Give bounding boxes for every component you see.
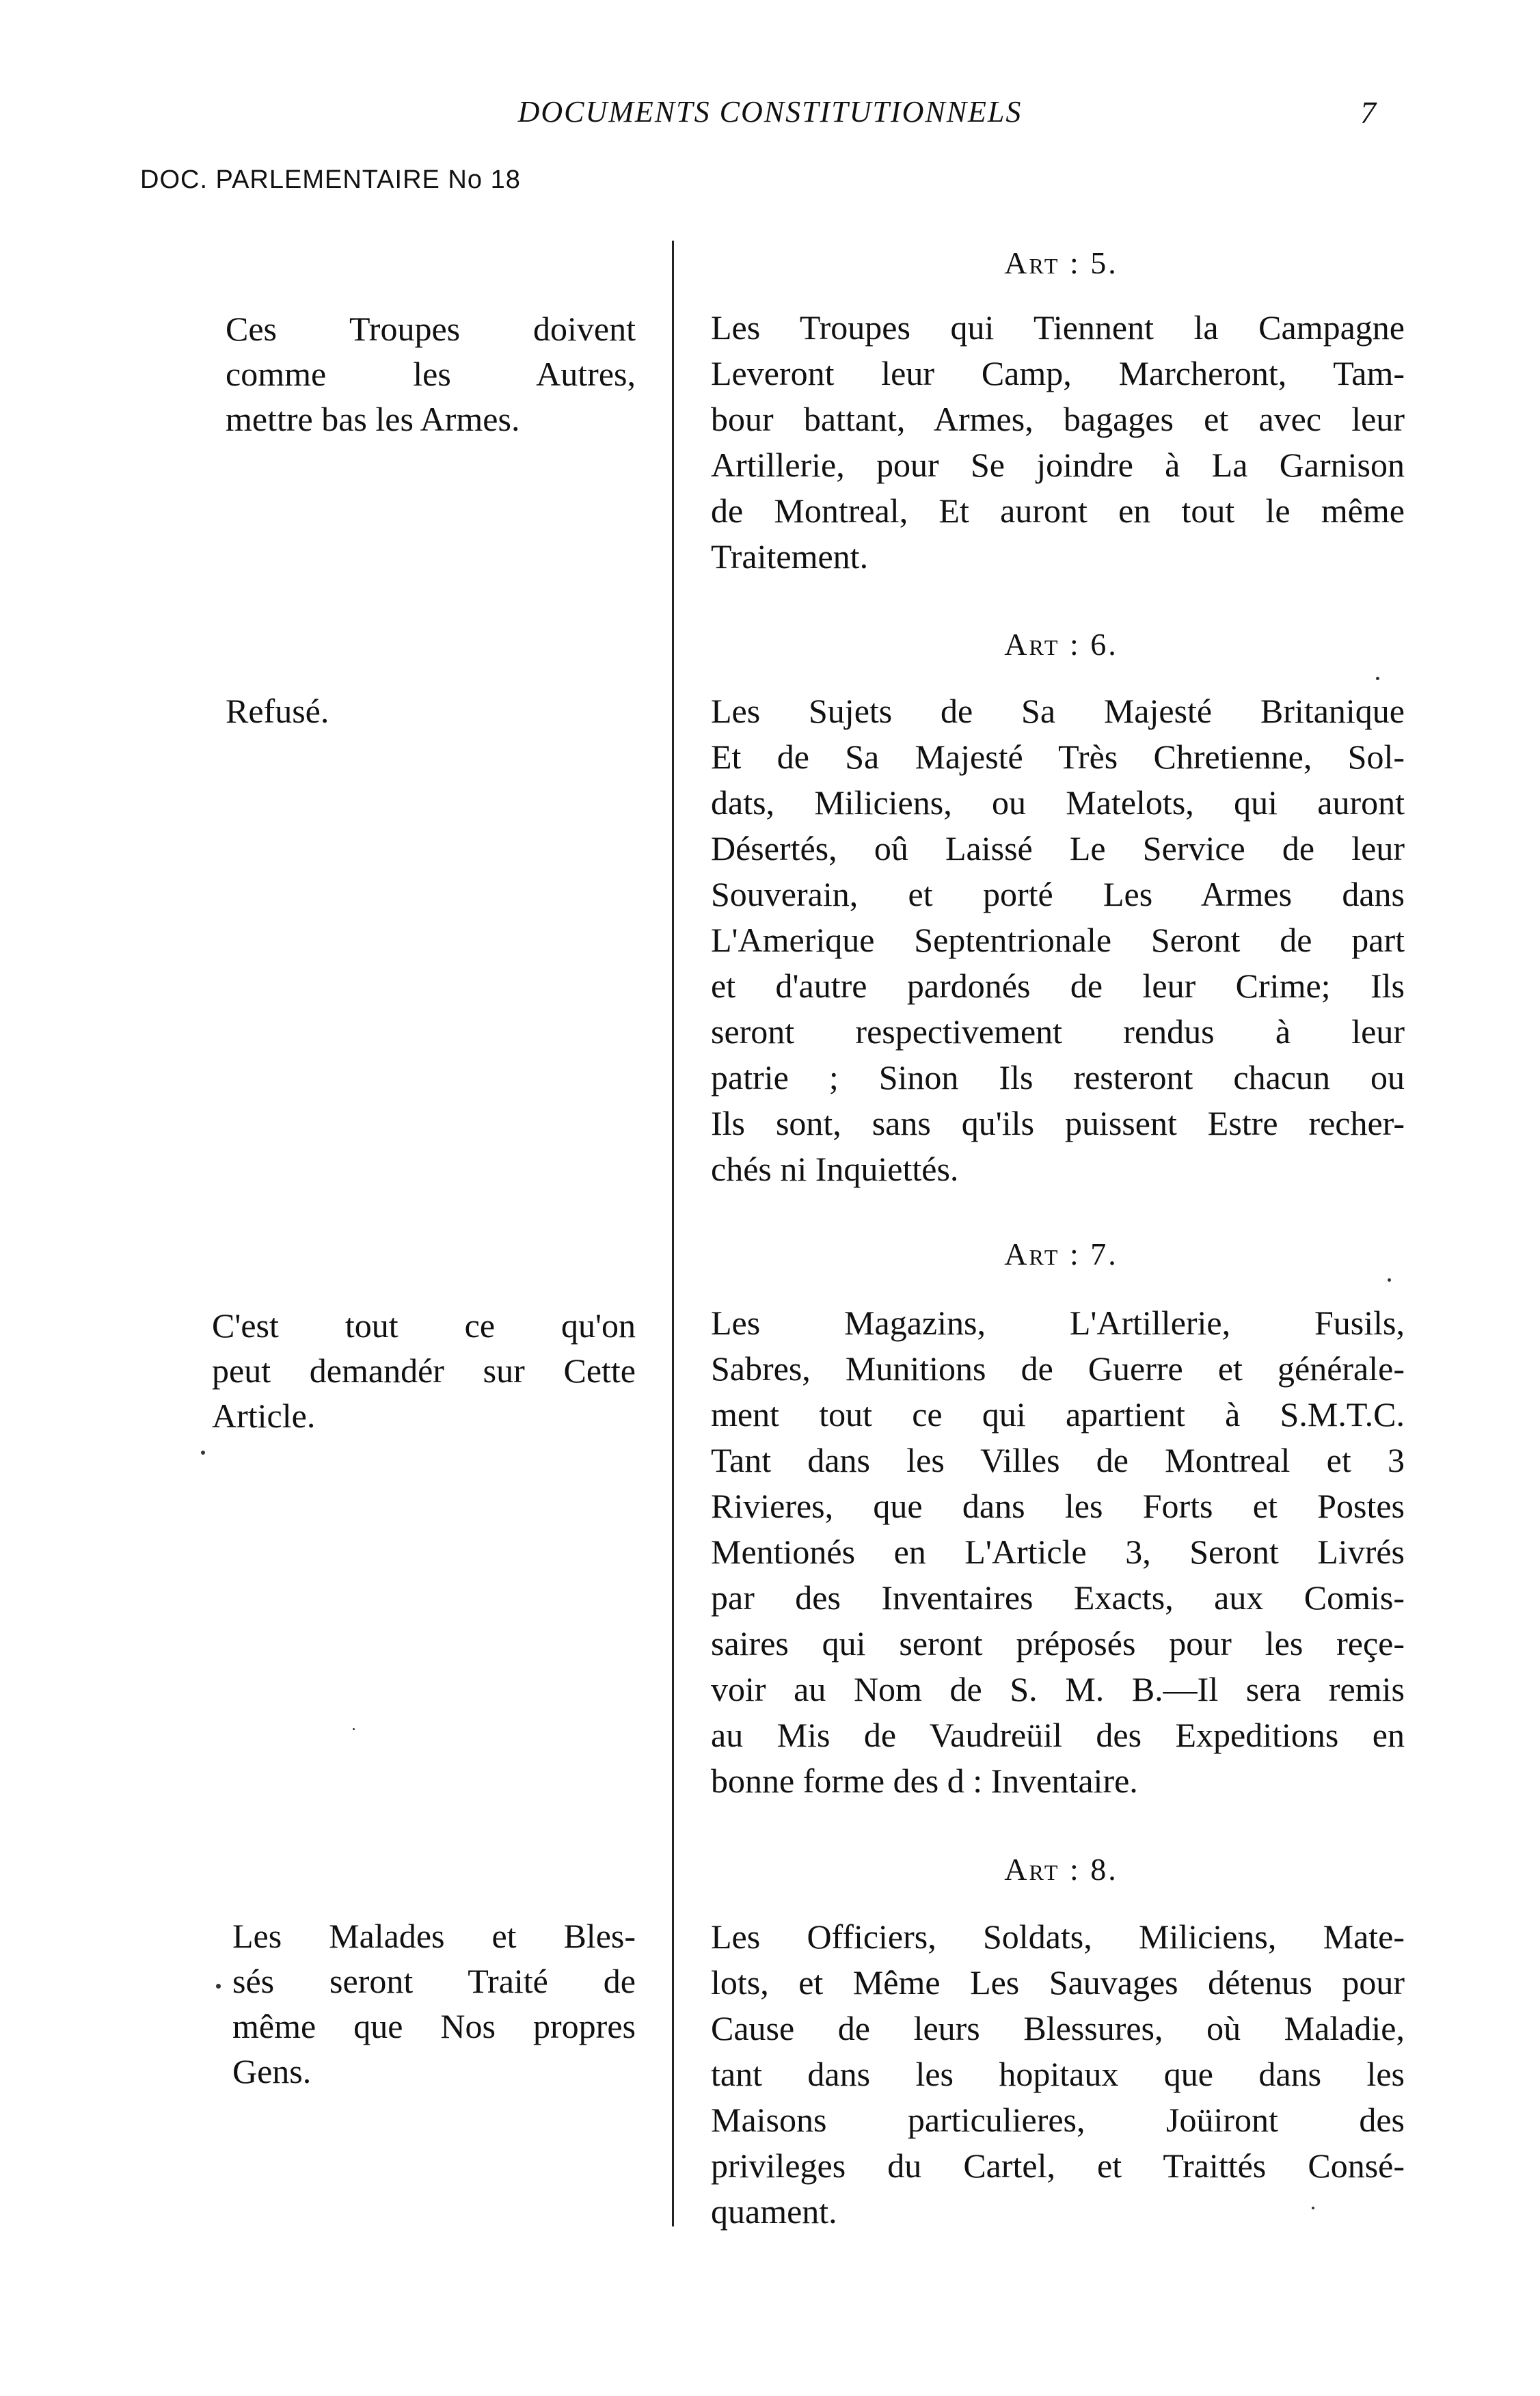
- text-line: de Montreal, Et auront en tout le même: [711, 492, 1405, 530]
- text-line: seront respectivement rendus à leur: [711, 1012, 1405, 1051]
- text-line: Maisons particulieres, Joüiront des: [711, 2101, 1405, 2139]
- article-heading: Art : 8.: [1004, 1852, 1118, 1887]
- text-line: Leveront leur Camp, Marcheront, Tam-: [711, 354, 1405, 392]
- print-speck: [353, 1728, 355, 1730]
- article-text: [711, 1914, 1405, 2235]
- text-line: tant dans les hopitaux que dans les: [711, 2055, 1405, 2093]
- text-line: Les Officiers, Soldats, Miliciens, Mate-: [711, 1917, 1405, 1956]
- page-number: 7: [1360, 95, 1376, 130]
- text-line: Rivieres, que dans les Forts et Postes: [711, 1487, 1405, 1525]
- print-speck: [201, 1451, 205, 1455]
- article-heading: Art : 5.: [1004, 245, 1118, 280]
- text-line: au Mis de Vaudreüil des Expeditions en: [711, 1716, 1405, 1754]
- text-line: Désertés, oû Laissé Le Service de leur: [711, 829, 1405, 867]
- text-line: Cause de leurs Blessures, où Maladie,: [711, 2009, 1405, 2047]
- reply-text: [212, 1303, 636, 1438]
- text-line: chés ni Inquiettés.: [711, 1150, 959, 1188]
- text-line: saires qui seront préposés pour les reçe-: [711, 1624, 1405, 1663]
- text-line: peut demandér sur Cette: [212, 1351, 636, 1390]
- text-line: mettre bas les Armes.: [226, 400, 520, 438]
- text-line: quament.: [711, 2192, 837, 2231]
- document-reference: DOC. PARLEMENTAIRE No 18: [140, 165, 521, 194]
- text-line: L'Amerique Septentrionale Seront de part: [711, 921, 1405, 959]
- text-line: Mentionés en L'Article 3, Seront Livrés: [711, 1533, 1405, 1571]
- article-heading: Art : 6.: [1004, 627, 1118, 662]
- text-line: et d'autre pardonés de leur Crime; Ils: [711, 967, 1405, 1005]
- text-line: Sabres, Munitions de Guerre et générale-: [711, 1349, 1405, 1388]
- text-line: même que Nos propres: [232, 2007, 636, 2045]
- text-line: Refusé.: [226, 692, 329, 730]
- text-line: Ils sont, sans qu'ils puissent Estre recher-: [711, 1104, 1405, 1142]
- text-line: Traitement.: [711, 537, 869, 576]
- text-line: Les Sujets de Sa Majesté Britanique: [711, 692, 1405, 730]
- text-line: C'est tout ce qu'on: [212, 1306, 636, 1345]
- text-line: Les Troupes qui Tiennent la Campagne: [711, 308, 1405, 347]
- running-header-title: DOCUMENTS CONSTITUTIONNELS: [517, 95, 1023, 129]
- article-heading: Art : 7.: [1004, 1237, 1118, 1271]
- text-line: voir au Nom de S. M. B.—Il sera remis: [711, 1670, 1405, 1708]
- print-speck: [1312, 2207, 1314, 2209]
- reply-text: [226, 306, 636, 442]
- text-line: Gens.: [232, 2052, 312, 2090]
- print-speck: [1388, 1278, 1391, 1282]
- text-line: bonne forme des d : Inventaire.: [711, 1762, 1138, 1800]
- text-line: comme les Autres,: [226, 355, 636, 393]
- text-line: Et de Sa Majesté Très Chretienne, Sol-: [711, 738, 1405, 776]
- article-text: [711, 688, 1405, 1192]
- text-line: ment tout ce qui apartient à S.M.T.C.: [711, 1395, 1405, 1433]
- text-line: patrie ; Sinon Ils resteront chacun ou: [711, 1058, 1405, 1096]
- text-line: Les Malades et Bles-: [232, 1917, 636, 1955]
- text-line: Souverain, et porté Les Armes dans: [711, 875, 1405, 913]
- print-speck: [1376, 677, 1379, 680]
- text-line: Les Magazins, L'Artillerie, Fusils,: [711, 1304, 1405, 1342]
- text-line: Artillerie, pour Se joindre à La Garnison: [711, 446, 1405, 484]
- text-line: Article.: [212, 1397, 316, 1435]
- column-divider: [672, 241, 674, 2226]
- text-line: sés seront Traité de: [232, 1962, 636, 2000]
- article-text: [711, 305, 1405, 580]
- text-line: par des Inventaires Exacts, aux Comis-: [711, 1578, 1405, 1617]
- reply-text: [232, 1913, 636, 2094]
- text-line: bour battant, Armes, bagages et avec leur: [711, 400, 1405, 438]
- text-line: lots, et Même Les Sauvages détenus pour: [711, 1963, 1405, 2002]
- print-speck: [216, 1984, 221, 1989]
- text-line: dats, Miliciens, ou Matelots, qui auront: [711, 783, 1405, 822]
- article-text: [711, 1300, 1405, 1804]
- text-line: privileges du Cartel, et Traittés Consé-: [711, 2146, 1405, 2185]
- text-line: Tant dans les Villes de Montreal et 3: [711, 1441, 1405, 1479]
- reply-text: [226, 688, 636, 733]
- text-line: Ces Troupes doivent: [226, 310, 636, 348]
